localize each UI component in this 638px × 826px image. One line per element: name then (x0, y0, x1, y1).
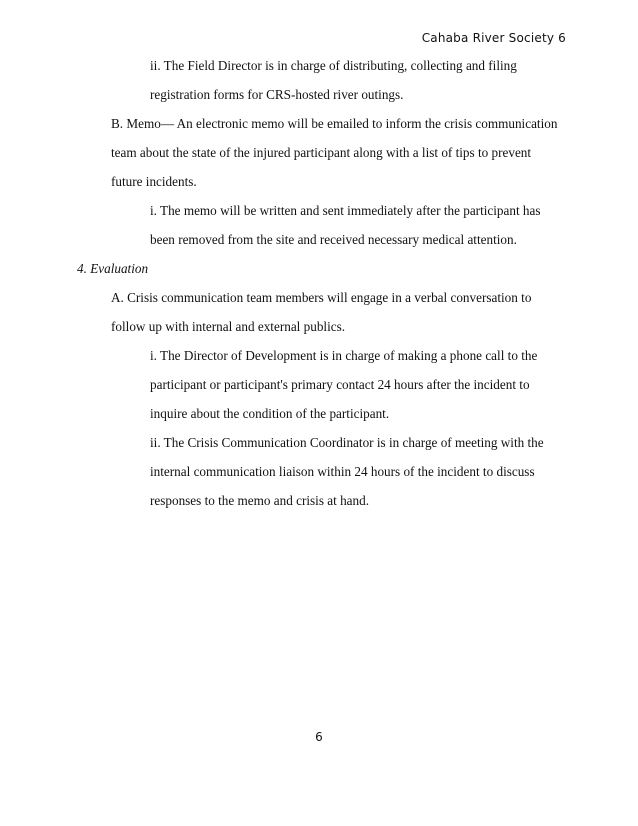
body-line: inquire about the condition of the participant. (150, 406, 390, 421)
body-line: A. Crisis communication team members will engage in a verbal conversation to (111, 290, 532, 305)
body-line: follow up with internal and external publics. (111, 319, 346, 334)
body-line: future incidents. (111, 174, 197, 189)
body-line: ii. The Field Director is in charge of distributing, collecting and filing (150, 58, 517, 73)
body-line: registration forms for CRS-hosted river outings. (150, 87, 404, 102)
section-heading: 4. Evaluation (77, 261, 149, 276)
page-number: 6 (315, 730, 323, 744)
body-line: B. Memo— An electronic memo will be emailed to inform the crisis communication (111, 116, 558, 131)
body-line: team about the state of the injured participant along with a list of tips to prevent (111, 145, 532, 160)
body-line: i. The Director of Development is in charge of making a phone call to the (150, 348, 538, 363)
body-line: been removed from the site and received necessary medical attention. (150, 232, 517, 247)
body-line: responses to the memo and crisis at hand. (150, 493, 370, 508)
running-head: Cahaba River Society 6 (421, 31, 566, 45)
body-line: i. The memo will be written and sent immediately after the participant has (150, 203, 541, 218)
body-line: ii. The Crisis Communication Coordinator is in charge of meeting with the (150, 435, 544, 450)
body-line: internal communication liaison within 24 hours of the incident to discuss (150, 464, 535, 479)
body-line: participant or participant's primary contact 24 hours after the incident to (150, 377, 530, 392)
